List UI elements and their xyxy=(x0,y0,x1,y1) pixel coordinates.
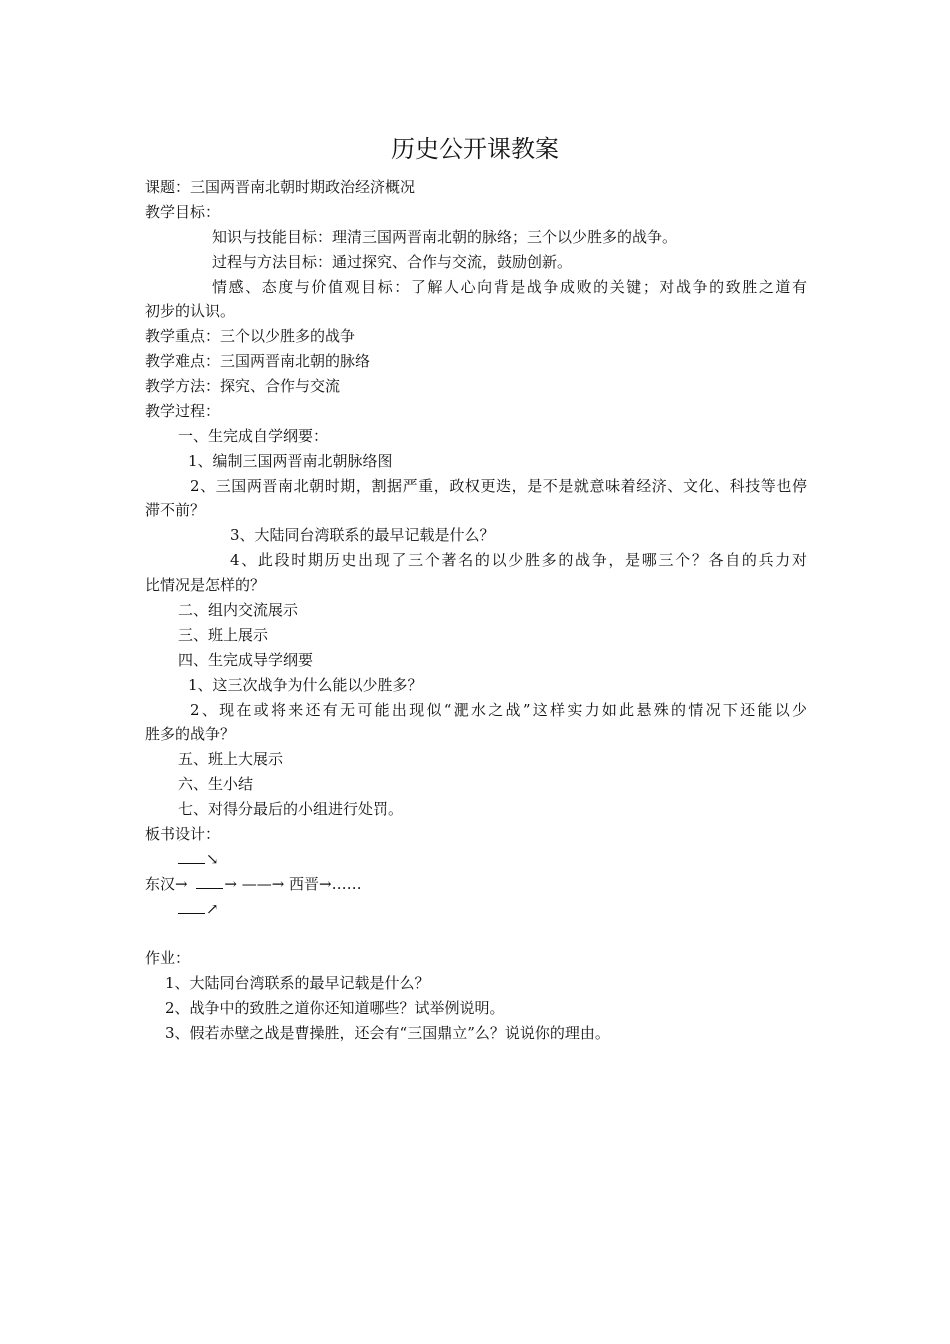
step-1-question-3: 3、大陆同台湾联系的最早记载是什么？ xyxy=(230,526,495,544)
step-3: 三、班上展示 xyxy=(178,626,269,644)
board-row-top xyxy=(178,849,843,869)
topic-line: 课题：三国两晋南北朝时期政治经济概况 xyxy=(145,178,416,196)
step-1-question-2-line1: 2、三国两晋南北朝时期，割据严重，政权更迭，是不是就意味着经济、文化、科技等也停 xyxy=(190,477,807,495)
step-6: 六、生小结 xyxy=(178,775,254,793)
goal-emotion-line2: 初步的认识。 xyxy=(145,302,236,320)
key-point: 教学重点：三个以少胜多的战争 xyxy=(145,327,356,345)
board-row-bottom xyxy=(178,899,843,919)
board-blank-middle xyxy=(196,874,223,889)
board-blank-top xyxy=(178,849,205,864)
board-chain: → ——→ 西晋→…… xyxy=(224,875,362,893)
goal-knowledge: 知识与技能目标：理清三国两晋南北朝的脉络；三个以少胜多的战争。 xyxy=(212,228,678,246)
step-1-question-4-line2: 比情况是怎样的？ xyxy=(145,576,266,594)
step-1-question-2-line2: 滞不前？ xyxy=(145,501,206,519)
homework-1: 1、大陆同台湾联系的最早记载是什么？ xyxy=(165,974,430,992)
board-start: 东汉→ xyxy=(145,875,188,893)
step-5: 五、班上大展示 xyxy=(178,750,284,768)
step-4: 四、生完成导学纲要 xyxy=(178,651,314,669)
step-1: 一、生完成自学纲要： xyxy=(178,427,329,445)
step-4-question-2-line2: 胜多的战争？ xyxy=(145,725,236,743)
board-row-middle xyxy=(145,874,810,894)
arrow-down-right-icon: ↘ xyxy=(206,850,219,868)
difficulty: 教学难点：三国两晋南北朝的脉络 xyxy=(145,352,371,370)
method: 教学方法：探究、合作与交流 xyxy=(145,377,341,395)
board-heading: 板书设计： xyxy=(145,825,221,843)
step-4-question-2-line1: 2、现在或将来还有无可能出现似“淝水之战”这样实力如此悬殊的情况下还能以少 xyxy=(190,701,807,719)
goals-heading: 教学目标： xyxy=(145,203,221,221)
step-1-question-4-line1: 4、此段时期历史出现了三个著名的以少胜多的战争，是哪三个？各自的兵力对 xyxy=(230,551,807,569)
goal-process: 过程与方法目标：通过探究、合作与交流，鼓励创新。 xyxy=(212,253,573,271)
homework-2: 2、战争中的致胜之道你还知道哪些？试举例说明。 xyxy=(165,999,505,1017)
step-1-question-1: 1、编制三国两晋南北朝脉络图 xyxy=(188,452,393,470)
process-heading: 教学过程： xyxy=(145,402,221,420)
homework-heading: 作业： xyxy=(145,949,191,967)
step-7: 七、对得分最后的小组进行处罚。 xyxy=(178,800,404,818)
goal-emotion-line1: 情感、态度与价值观目标：了解人心向背是战争成败的关键；对战争的致胜之道有 xyxy=(212,278,807,296)
homework-3: 3、假若赤壁之战是曹操胜，还会有“三国鼎立”么？说说你的理由。 xyxy=(165,1024,610,1042)
document-title: 历史公开课教案 xyxy=(391,135,559,163)
board-blank-bottom xyxy=(178,899,205,914)
step-2: 二、组内交流展示 xyxy=(178,601,299,619)
step-4-question-1: 1、这三次战争为什么能以少胜多？ xyxy=(188,676,423,694)
arrow-up-right-icon: ↗ xyxy=(206,900,219,918)
